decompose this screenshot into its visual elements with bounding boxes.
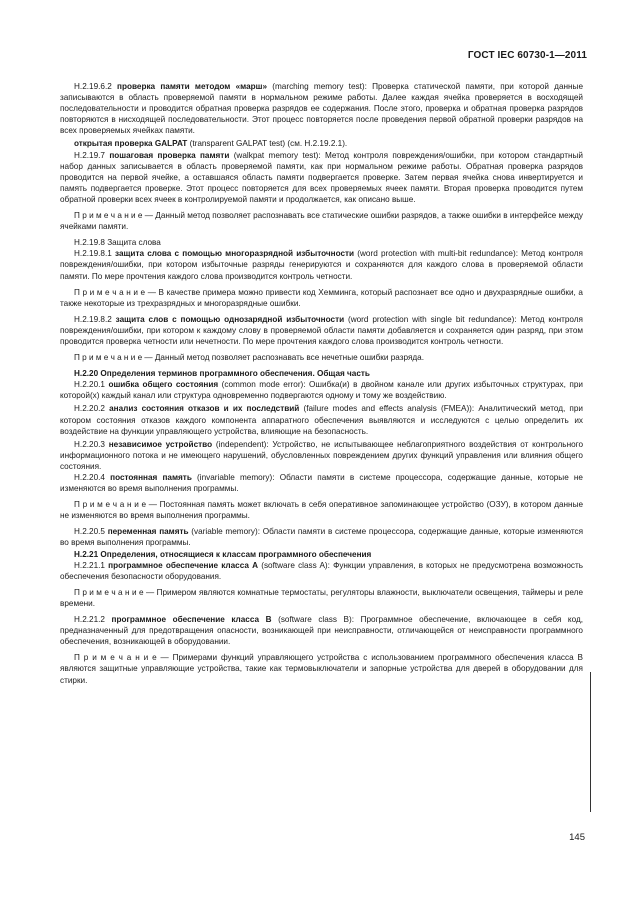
definition-text: (failure modes and effects analysis (FMEA)): Аналитический метод, при котором состояния отказов каждого компонента аппаратного обеспечения выявляются и исследуются с целью определить их воздействие на функции управляющего устройства, влияющие на безопасность. xyxy=(60,404,583,436)
term: программное обеспечение класса В xyxy=(111,615,272,625)
definition-text: (variable memory): Области памяти в системе процессора, содержащие данные, которые изменяются во время выполнения программы. xyxy=(60,527,584,548)
paragraph xyxy=(60,439,583,472)
paragraph xyxy=(60,150,583,205)
definition-text: (independent): Устройство, не испытывающее неблагоприятного воздействия от контрольного информационного потока и не имеющего нарушений, обусловленных повреждением других функций управления или влияния общего состояния. xyxy=(60,439,584,471)
heading-text: Н.2.20 Определения терминов программного обеспечения. Общая часть xyxy=(74,369,370,379)
paragraph xyxy=(60,138,583,149)
note-text: — В качестве примера можно привести код Хемминга, который распознает все одно и двухразрядные ошибки, а также некоторые из трехразрядных и многоразрядные ошибки. xyxy=(60,287,583,308)
definition-text: (walkpat memory test): Метод контроля повреждения/ошибки, при котором стандартный набор данных записывается в область проверяемой памяти, как при нормальном режиме работы. Обратная проверка разрядов проводится на первой ячейке, а оставшаяся область памяти подвергается проверке. Затем первая ячейка снова инвертируется и память подвергается проверке. Этот процесс повторяется для всех проверяемых ячеек памяти. Вторая проверка проводится путем обратной проверки всех ячеек в контролируемой памяти и продолжается, как описано выше. xyxy=(60,150,583,204)
clause-number: Н.2.19.7 xyxy=(74,150,105,160)
definition-text: (word protection with multi-bit redundance): Метод контроля повреждения/ошибки, при котором избыточные разряды генерируются и сохраняются для каждого слова в проверяемой области памяти. По мере прочтения каждого слова производится контроль четности. xyxy=(60,249,583,281)
clause-number: Н.2.20.4 xyxy=(74,473,105,482)
paragraph xyxy=(60,81,583,136)
term: анализ состояния отказов и их последствий xyxy=(109,404,300,414)
note xyxy=(60,652,583,685)
paragraph xyxy=(60,403,583,436)
page-number: 145 xyxy=(569,832,585,843)
paragraph xyxy=(60,314,583,347)
definition-text: (marching memory test): Проверка статической памяти, при которой данные записываются в область проверяемой памяти в нормальном режиме работы. Далее каждая ячейка проверяется в восходящей последовательности и проводится обратная проверка разрядов ее содержания. После этого, проверка и обратная проверка разрядов повторяются в нисходящей последовательности. Этот процесс повторяется после проведения первой обратной проверки разрядов на всех проверяемых ячейках памяти. xyxy=(60,82,583,136)
term: защита слова с помощью многоразрядной избыточности xyxy=(114,249,355,259)
paragraph xyxy=(60,560,583,582)
paragraph xyxy=(60,614,583,647)
note xyxy=(60,499,583,521)
clause-number: Н.2.20.5 xyxy=(74,527,105,537)
note xyxy=(60,210,583,232)
term: постоянная память xyxy=(110,473,192,482)
term: защита слов с помощью однозарядной избыточности xyxy=(115,314,345,324)
clause-number: Н.2.21.2 xyxy=(74,615,105,625)
note-label: П р и м е ч а н и е xyxy=(74,587,144,597)
clause-title: Защита слова xyxy=(107,238,161,248)
paragraph xyxy=(60,248,583,281)
document-body xyxy=(60,81,583,686)
term: независимое устройство xyxy=(108,439,213,449)
paragraph xyxy=(60,237,583,248)
clause-number: Н.2.19.6.2 xyxy=(74,82,112,91)
term: пошаговая проверка памяти xyxy=(109,150,230,160)
standard-header: ГОСТ IEC 60730-1—2011 xyxy=(467,50,587,61)
definition-text: (transparent GALPAT test) (см. Н.2.19.2.1). xyxy=(187,139,348,149)
note-text: — Постоянная память может включать в себя оперативное запоминающее устройство (ОЗУ), в котором данные не изменяются во время выполнения программы. xyxy=(60,500,584,521)
note-label: П р и м е ч а н и е xyxy=(74,287,146,297)
section-heading xyxy=(60,368,583,379)
term: проверка памяти методом «марш» xyxy=(117,82,268,91)
clause-number: Н.2.19.8.2 xyxy=(74,314,112,324)
note-text: — Данный метод позволяет распознавать все нечетные ошибки разряда. xyxy=(142,353,424,363)
note-label: П р и м е ч а н и е xyxy=(74,353,143,363)
clause-number: Н.2.21.1 xyxy=(74,560,105,570)
paragraph xyxy=(60,379,583,401)
note xyxy=(60,287,583,309)
term: ошибка общего состояния xyxy=(108,380,219,390)
term: переменная память xyxy=(107,527,189,537)
clause-number: Н.2.19.8 xyxy=(74,238,105,248)
note xyxy=(60,352,583,363)
term: программное обеспечение класса А xyxy=(108,560,259,570)
clause-number: Н.2.20.2 xyxy=(74,404,105,414)
paragraph xyxy=(60,472,583,494)
note-text: — Примером являются комнатные термостаты, регуляторы влажности, выключатели освещения, таймеры и реле времени. xyxy=(60,587,584,608)
clause-number: Н.2.19.8.1 xyxy=(74,249,112,259)
section-heading xyxy=(60,549,583,560)
note-label: П р и м е ч а н и е xyxy=(74,211,143,221)
term: открытая проверка GALPAT xyxy=(74,139,188,149)
paragraph xyxy=(60,526,583,548)
definition-text: (software class B): Программное обеспечение, включающее в себя код, предназначенный для предотвращения опасности, возникающей при неисправности, отличающейся от неисправности программного обеспечения, возникающей в оборудовании. xyxy=(60,615,584,647)
definition-text: (software class A): Функции управления, в которых не предусмотрена возможность обеспечения безопасности оборудования. xyxy=(60,560,583,581)
definition-text: (invariable memory): Области памяти в системе процессора, содержащие данные, которые не изменяются во время выполнения программы. xyxy=(60,473,583,494)
note xyxy=(60,587,583,609)
heading-text: Н.2.21 Определения, относящиеся к классам программного обеспечения xyxy=(74,549,372,559)
definition-text: (common mode error): Ошибка(и) в двойном канале или других избыточных структурах, при которой(х) каждый канал или структура одновременно подвергаются одному и тому же воздействию. xyxy=(60,380,583,401)
definition-text: (word protection with single bit redundance): Метод контроля повреждения/ошибки, при котором к каждому слову в проверяемой области памяти добавляется и сохраняется один разряд, при этом проводится проверка четности или нечетности. По мере прочтения каждого слова производится контроль четности. xyxy=(60,314,583,346)
clause-number: Н.2.20.3 xyxy=(74,439,105,449)
clause-number: Н.2.20.1 xyxy=(74,380,105,390)
note-label: П р и м е ч а н и е xyxy=(74,500,147,510)
note-text: — Данный метод позволяет распознавать все статические ошибки разрядов, а также ошибки в интерфейсе между ячейками памяти. xyxy=(60,211,583,232)
note-label: П р и м е ч а н и е xyxy=(74,653,157,663)
note-text: — Примерами функций управляющего устройства с использованием программного обеспечения класса В являются защитные управляющие устройства, такие как термовыключатели и запорные устройства для дверей в оборудовании для стирки. xyxy=(60,653,583,685)
margin-change-bar xyxy=(590,672,591,812)
